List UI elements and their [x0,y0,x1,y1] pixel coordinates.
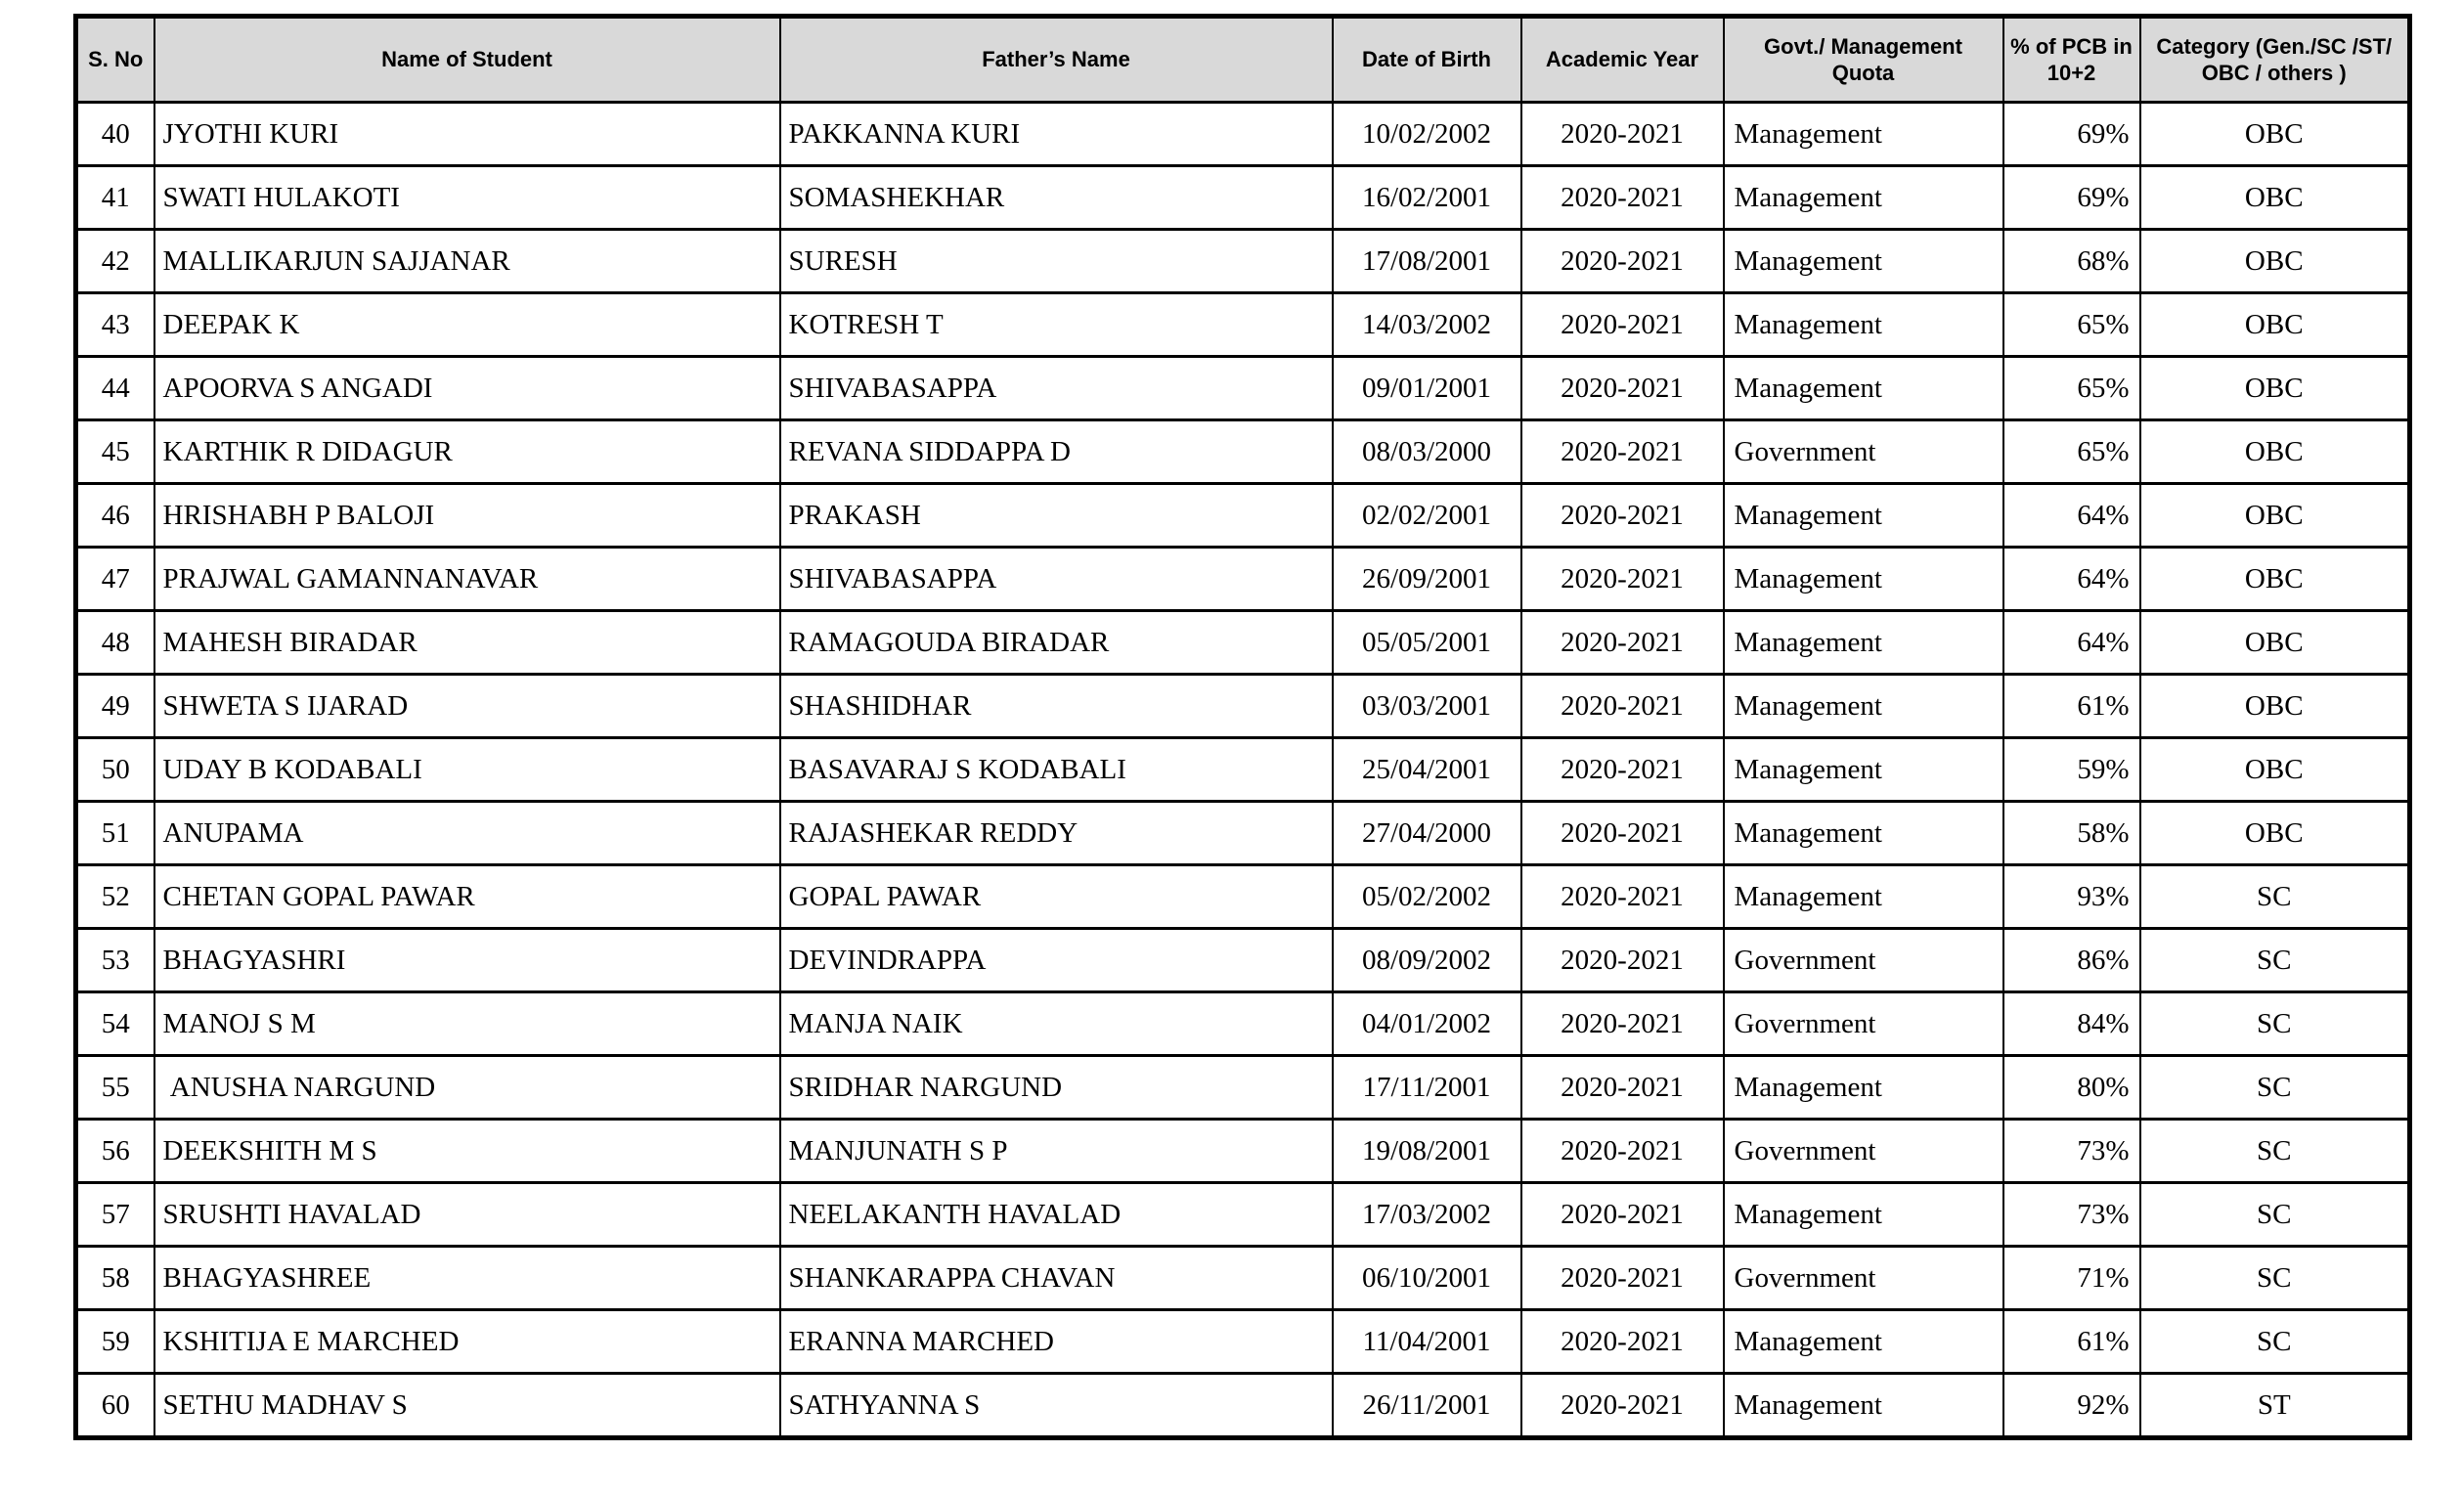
category-cell: SC [2140,1183,2410,1247]
quota-cell: Management [1724,1183,2003,1247]
academic-year-cell: 2020-2021 [1521,802,1724,865]
table-row [76,166,2410,230]
category-cell: SC [2140,1120,2410,1183]
father-name-cell: SATHYANNA S [780,1374,1333,1438]
quota-cell: Management [1724,802,2003,865]
date-of-birth-cell: 26/11/2001 [1333,1374,1521,1438]
student-name-cell: MALLIKARJUN SAJJANAR [154,230,780,293]
student-name-cell: DEEPAK K [154,293,780,357]
pcb-percentage-cell: 58% [2003,802,2140,865]
pcb-percentage-cell: 64% [2003,548,2140,611]
serial-number-cell: 54 [76,992,154,1056]
pcb-percentage-cell: 93% [2003,865,2140,929]
student-name-cell: MANOJ S M [154,992,780,1056]
table-row [76,357,2410,420]
quota-cell: Government [1724,992,2003,1056]
quota-cell: Management [1724,230,2003,293]
serial-number-cell: 57 [76,1183,154,1247]
pcb-percentage-cell: 73% [2003,1120,2140,1183]
table-row [76,675,2410,738]
category-cell: SC [2140,865,2410,929]
header-father-name: Father’s Name [780,17,1333,103]
academic-year-cell: 2020-2021 [1521,166,1724,230]
header-category: Category (Gen./SC /ST/ OBC / others ) [2140,17,2410,103]
academic-year-cell: 2020-2021 [1521,1056,1724,1120]
table-row [76,293,2410,357]
academic-year-cell: 2020-2021 [1521,675,1724,738]
serial-number-cell: 45 [76,420,154,484]
category-cell: OBC [2140,166,2410,230]
serial-number-cell: 52 [76,865,154,929]
quota-cell: Management [1724,738,2003,802]
serial-number-cell: 58 [76,1247,154,1310]
date-of-birth-cell: 06/10/2001 [1333,1247,1521,1310]
pcb-percentage-cell: 61% [2003,675,2140,738]
table-row [76,929,2410,992]
pcb-percentage-cell: 84% [2003,992,2140,1056]
pcb-percentage-cell: 80% [2003,1056,2140,1120]
student-table-body [76,103,2410,1438]
student-name-cell: DEEKSHITH M S [154,1120,780,1183]
quota-cell: Management [1724,675,2003,738]
student-admission-table [73,14,2412,1440]
quota-cell: Management [1724,357,2003,420]
header-quota: Govt./ Management Quota [1724,17,2003,103]
header-student-name: Name of Student [154,17,780,103]
serial-number-cell: 59 [76,1310,154,1374]
date-of-birth-cell: 25/04/2001 [1333,738,1521,802]
table-row [76,992,2410,1056]
father-name-cell: SHASHIDHAR [780,675,1333,738]
table-row [76,420,2410,484]
category-cell: OBC [2140,738,2410,802]
category-cell: SC [2140,992,2410,1056]
category-cell: SC [2140,1310,2410,1374]
pcb-percentage-cell: 69% [2003,166,2140,230]
table-row [76,1310,2410,1374]
serial-number-cell: 40 [76,103,154,166]
pcb-percentage-cell: 64% [2003,484,2140,548]
category-cell: OBC [2140,357,2410,420]
father-name-cell: RAJASHEKAR REDDY [780,802,1333,865]
student-name-cell: SRUSHTI HAVALAD [154,1183,780,1247]
category-cell: OBC [2140,675,2410,738]
serial-number-cell: 50 [76,738,154,802]
father-name-cell: BASAVARAJ S KODABALI [780,738,1333,802]
serial-number-cell: 53 [76,929,154,992]
date-of-birth-cell: 08/03/2000 [1333,420,1521,484]
quota-cell: Management [1724,865,2003,929]
date-of-birth-cell: 05/05/2001 [1333,611,1521,675]
academic-year-cell: 2020-2021 [1521,357,1724,420]
academic-year-cell: 2020-2021 [1521,1183,1724,1247]
category-cell: OBC [2140,103,2410,166]
date-of-birth-cell: 14/03/2002 [1333,293,1521,357]
table-row [76,103,2410,166]
academic-year-cell: 2020-2021 [1521,420,1724,484]
student-name-cell: MAHESH BIRADAR [154,611,780,675]
quota-cell: Management [1724,1310,2003,1374]
father-name-cell: KOTRESH T [780,293,1333,357]
father-name-cell: ERANNA MARCHED [780,1310,1333,1374]
student-name-cell: APOORVA S ANGADI [154,357,780,420]
quota-cell: Management [1724,166,2003,230]
category-cell: SC [2140,1247,2410,1310]
serial-number-cell: 41 [76,166,154,230]
father-name-cell: MANJA NAIK [780,992,1333,1056]
table-row [76,802,2410,865]
quota-cell: Government [1724,1120,2003,1183]
date-of-birth-cell: 10/02/2002 [1333,103,1521,166]
academic-year-cell: 2020-2021 [1521,738,1724,802]
date-of-birth-cell: 17/08/2001 [1333,230,1521,293]
academic-year-cell: 2020-2021 [1521,1247,1724,1310]
header-pcb-percentage: % of PCB in 10+2 [2003,17,2140,103]
quota-cell: Management [1724,1374,2003,1438]
academic-year-cell: 2020-2021 [1521,1374,1724,1438]
father-name-cell: NEELAKANTH HAVALAD [780,1183,1333,1247]
header-academic-year: Academic Year [1521,17,1724,103]
father-name-cell: PRAKASH [780,484,1333,548]
pcb-percentage-cell: 65% [2003,357,2140,420]
pcb-percentage-cell: 92% [2003,1374,2140,1438]
father-name-cell: SRIDHAR NARGUND [780,1056,1333,1120]
date-of-birth-cell: 11/04/2001 [1333,1310,1521,1374]
date-of-birth-cell: 19/08/2001 [1333,1120,1521,1183]
academic-year-cell: 2020-2021 [1521,103,1724,166]
table-row [76,1056,2410,1120]
serial-number-cell: 60 [76,1374,154,1438]
date-of-birth-cell: 17/03/2002 [1333,1183,1521,1247]
date-of-birth-cell: 04/01/2002 [1333,992,1521,1056]
father-name-cell: PAKKANNA KURI [780,103,1333,166]
header-serial-number: S. No [76,17,154,103]
academic-year-cell: 2020-2021 [1521,1120,1724,1183]
student-name-cell: UDAY B KODABALI [154,738,780,802]
table-row [76,738,2410,802]
serial-number-cell: 47 [76,548,154,611]
father-name-cell: SHANKARAPPA CHAVAN [780,1247,1333,1310]
pcb-percentage-cell: 65% [2003,293,2140,357]
category-cell: SC [2140,1056,2410,1120]
student-name-cell: KSHITIJA E MARCHED [154,1310,780,1374]
quota-cell: Government [1724,1247,2003,1310]
date-of-birth-cell: 09/01/2001 [1333,357,1521,420]
academic-year-cell: 2020-2021 [1521,1310,1724,1374]
table-row [76,1247,2410,1310]
date-of-birth-cell: 16/02/2001 [1333,166,1521,230]
serial-number-cell: 43 [76,293,154,357]
pcb-percentage-cell: 73% [2003,1183,2140,1247]
pcb-percentage-cell: 65% [2003,420,2140,484]
father-name-cell: SHIVABASAPPA [780,357,1333,420]
table-row [76,1374,2410,1438]
student-name-cell: ANUPAMA [154,802,780,865]
document-page [73,14,2412,1440]
serial-number-cell: 44 [76,357,154,420]
quota-cell: Management [1724,1056,2003,1120]
student-name-cell: KARTHIK R DIDAGUR [154,420,780,484]
category-cell: OBC [2140,802,2410,865]
father-name-cell: RAMAGOUDA BIRADAR [780,611,1333,675]
academic-year-cell: 2020-2021 [1521,611,1724,675]
father-name-cell: SOMASHEKHAR [780,166,1333,230]
father-name-cell: SURESH [780,230,1333,293]
father-name-cell: MANJUNATH S P [780,1120,1333,1183]
student-name-cell: CHETAN GOPAL PAWAR [154,865,780,929]
quota-cell: Management [1724,611,2003,675]
father-name-cell: SHIVABASAPPA [780,548,1333,611]
quota-cell: Management [1724,484,2003,548]
pcb-percentage-cell: 61% [2003,1310,2140,1374]
category-cell: ST [2140,1374,2410,1438]
category-cell: OBC [2140,548,2410,611]
date-of-birth-cell: 27/04/2000 [1333,802,1521,865]
serial-number-cell: 46 [76,484,154,548]
serial-number-cell: 55 [76,1056,154,1120]
student-name-cell: HRISHABH P BALOJI [154,484,780,548]
serial-number-cell: 49 [76,675,154,738]
pcb-percentage-cell: 68% [2003,230,2140,293]
serial-number-cell: 51 [76,802,154,865]
pcb-percentage-cell: 64% [2003,611,2140,675]
student-name-cell: SETHU MADHAV S [154,1374,780,1438]
table-row [76,548,2410,611]
quota-cell: Government [1724,420,2003,484]
table-row [76,230,2410,293]
serial-number-cell: 42 [76,230,154,293]
academic-year-cell: 2020-2021 [1521,865,1724,929]
date-of-birth-cell: 08/09/2002 [1333,929,1521,992]
date-of-birth-cell: 02/02/2001 [1333,484,1521,548]
table-row [76,1120,2410,1183]
quota-cell: Management [1724,293,2003,357]
table-header-row [76,17,2410,103]
date-of-birth-cell: 17/11/2001 [1333,1056,1521,1120]
student-name-cell: BHAGYASHRI [154,929,780,992]
student-name-cell: BHAGYASHREE [154,1247,780,1310]
table-row [76,611,2410,675]
academic-year-cell: 2020-2021 [1521,992,1724,1056]
pcb-percentage-cell: 86% [2003,929,2140,992]
category-cell: OBC [2140,484,2410,548]
academic-year-cell: 2020-2021 [1521,484,1724,548]
father-name-cell: GOPAL PAWAR [780,865,1333,929]
student-name-cell: JYOTHI KURI [154,103,780,166]
header-date-of-birth: Date of Birth [1333,17,1521,103]
pcb-percentage-cell: 71% [2003,1247,2140,1310]
pcb-percentage-cell: 59% [2003,738,2140,802]
pcb-percentage-cell: 69% [2003,103,2140,166]
table-row [76,1183,2410,1247]
quota-cell: Management [1724,548,2003,611]
father-name-cell: REVANA SIDDAPPA D [780,420,1333,484]
serial-number-cell: 56 [76,1120,154,1183]
student-name-cell: PRAJWAL GAMANNANAVAR [154,548,780,611]
academic-year-cell: 2020-2021 [1521,293,1724,357]
category-cell: OBC [2140,230,2410,293]
date-of-birth-cell: 03/03/2001 [1333,675,1521,738]
quota-cell: Government [1724,929,2003,992]
serial-number-cell: 48 [76,611,154,675]
category-cell: OBC [2140,611,2410,675]
academic-year-cell: 2020-2021 [1521,230,1724,293]
student-name-cell: SWATI HULAKOTI [154,166,780,230]
student-name-cell: ANUSHA NARGUND [154,1056,780,1120]
table-row [76,865,2410,929]
student-name-cell: SHWETA S IJARAD [154,675,780,738]
academic-year-cell: 2020-2021 [1521,929,1724,992]
category-cell: OBC [2140,293,2410,357]
category-cell: OBC [2140,420,2410,484]
date-of-birth-cell: 26/09/2001 [1333,548,1521,611]
quota-cell: Management [1724,103,2003,166]
category-cell: SC [2140,929,2410,992]
academic-year-cell: 2020-2021 [1521,548,1724,611]
table-row [76,484,2410,548]
date-of-birth-cell: 05/02/2002 [1333,865,1521,929]
father-name-cell: DEVINDRAPPA [780,929,1333,992]
